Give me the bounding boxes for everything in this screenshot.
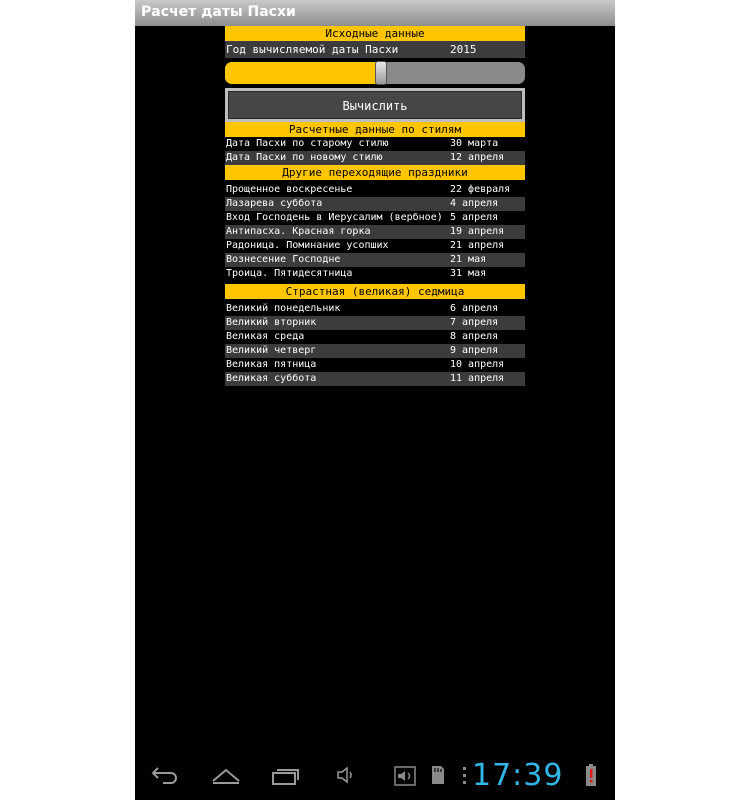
list-item — [225, 239, 525, 253]
item-date: 10 апреля — [450, 359, 505, 370]
item-name: Великая суббота — [226, 373, 317, 384]
item-name: Радоница. Поминание усопших — [226, 240, 389, 251]
item-date: 11 апреля — [450, 373, 505, 384]
item-date: 8 апреля — [450, 331, 499, 342]
app-title: Расчет даты Пасхи — [141, 4, 296, 20]
item-name: Прощенное воскресенье — [226, 184, 353, 195]
back-icon[interactable] — [151, 764, 179, 790]
list-item — [225, 344, 525, 358]
item-name: Великий понедельник — [226, 303, 341, 314]
item-date: 19 апреля — [450, 226, 505, 237]
week-list — [225, 302, 525, 386]
item-name: Великая пятница — [226, 359, 317, 370]
list-item — [225, 267, 525, 281]
year-slider[interactable] — [225, 62, 525, 84]
item-date: 12 апреля — [450, 152, 505, 163]
sound-settings-icon[interactable] — [394, 766, 416, 790]
list-item — [225, 253, 525, 267]
item-name: Дата Пасхи по новому стилю — [226, 152, 383, 163]
year-label: Год вычисляемой даты Пасхи — [226, 43, 399, 56]
slider-thumb[interactable] — [375, 61, 387, 85]
input-section-header: Исходные данные — [225, 26, 525, 41]
list-item — [225, 358, 525, 372]
item-date: 4 апреля — [450, 198, 499, 209]
item-date: 30 марта — [450, 138, 499, 149]
item-date: 9 апреля — [450, 345, 499, 356]
main-content — [225, 26, 525, 386]
year-value: 2015 — [450, 43, 477, 56]
item-date: 21 мая — [450, 254, 487, 265]
item-date: 6 апреля — [450, 303, 499, 314]
item-name: Великий вторник — [226, 317, 317, 328]
list-item — [225, 302, 525, 316]
calculate-button[interactable]: Вычислить — [228, 91, 522, 119]
item-name: Вход Господень в Иерусалим (вербное) — [226, 212, 443, 223]
calc-button-frame — [225, 88, 525, 122]
week-section-header: Страстная (великая) седмица — [225, 284, 525, 299]
title-bar — [135, 0, 615, 26]
styles-section-header: Расчетные данные по стилям — [225, 122, 525, 137]
item-date: 7 апреля — [450, 317, 499, 328]
volume-icon[interactable] — [336, 764, 356, 790]
item-name: Великая среда — [226, 331, 305, 342]
item-name: Троица. Пятидесятница — [226, 268, 353, 279]
item-date: 5 апреля — [450, 212, 499, 223]
item-date: 22 февраля — [450, 184, 511, 195]
battery-alert-icon — [586, 764, 596, 790]
holidays-list — [225, 183, 525, 281]
item-name: Антипасха. Красная горка — [226, 226, 371, 237]
list-item — [225, 183, 525, 197]
item-name: Великий четверг — [226, 345, 317, 356]
status-clock: 17:39 — [472, 758, 564, 793]
list-item — [225, 372, 525, 386]
item-name: Лазарева суббота — [226, 198, 323, 209]
list-item — [225, 316, 525, 330]
slider-fill — [225, 62, 381, 84]
item-date: 31 мая — [450, 268, 487, 279]
year-row — [225, 41, 525, 58]
list-item — [225, 225, 525, 239]
device-screen — [135, 0, 615, 800]
list-item — [225, 151, 525, 165]
holidays-section-header: Другие переходящие праздники — [225, 165, 525, 180]
home-icon[interactable] — [211, 764, 241, 790]
item-name: Дата Пасхи по старому стилю — [226, 138, 389, 149]
overflow-menu-icon[interactable] — [463, 766, 467, 790]
list-item — [225, 197, 525, 211]
list-item — [225, 137, 525, 151]
sd-card-icon — [430, 764, 446, 790]
recent-apps-icon[interactable] — [271, 764, 301, 790]
item-date: 21 апреля — [450, 240, 505, 251]
list-item — [225, 330, 525, 344]
styles-list — [225, 137, 525, 165]
list-item — [225, 211, 525, 225]
item-name: Вознесение Господне — [226, 254, 341, 265]
system-nav-bar — [135, 750, 615, 800]
